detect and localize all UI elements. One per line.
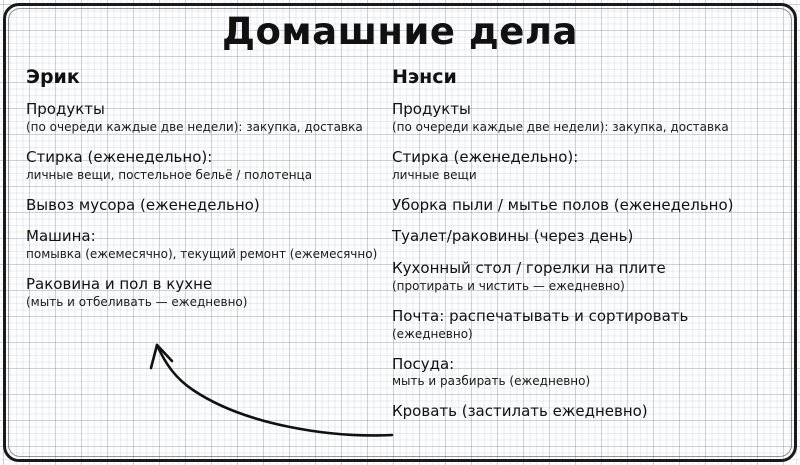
list-item [26, 196, 381, 215]
column-heading-nancy: Нэнси [392, 66, 457, 88]
list-item [26, 148, 381, 183]
column-nancy [392, 66, 782, 434]
task-detail: (по очереди каждые две недели): закупка, доставка [26, 119, 363, 134]
task-title: Раковина и пол в кухне [26, 275, 213, 293]
task-title: Кухонный стол / горелки на плите [392, 259, 666, 277]
list-item [392, 355, 782, 390]
task-title: Стирка (еженедельно): [392, 147, 579, 166]
list-item [26, 227, 381, 262]
task-title: Кровать (застилать ежедневно) [392, 402, 648, 421]
task-title: Туалет/раковины (через день) [392, 227, 634, 246]
task-title: Уборка пыли / мытье полов (еженедельно) [392, 195, 734, 214]
task-detail: мыть и разбирать (ежедневно) [392, 374, 591, 389]
list-item [26, 100, 381, 135]
task-title: Стирка (еженедельно): [26, 147, 213, 166]
page-title: Домашние дела [222, 10, 578, 53]
task-detail: личные вещи, постельное бельё / полотенца [26, 167, 313, 182]
list-item [392, 148, 782, 183]
task-detail: личные вещи [392, 167, 477, 182]
list-item [392, 227, 782, 246]
column-heading-eric: Эрик [26, 66, 80, 88]
list-item [392, 402, 782, 421]
task-detail: помывка (ежемесячно), текущий ремонт (ежемесячно) [26, 247, 378, 261]
task-title: Посуда: [392, 354, 455, 373]
task-detail: (протирать и чистить — ежедневно) [392, 278, 625, 293]
task-detail: (по очереди каждые две недели): закупка, доставка [392, 119, 729, 134]
task-title: Продукты [26, 100, 105, 118]
task-title: Машина: [26, 227, 96, 246]
task-title: Вывоз мусора (еженедельно) [26, 195, 260, 214]
list-item [392, 196, 782, 215]
column-eric [26, 66, 381, 323]
task-detail: (мыть и отбеливать — ежедневно) [26, 294, 248, 309]
task-title: Продукты [392, 100, 471, 118]
list-item [392, 307, 782, 342]
task-detail: (ежедневно) [392, 326, 473, 341]
list-item [392, 100, 782, 135]
list-item [392, 259, 782, 294]
task-title: Почта: распечатывать и сортировать [392, 306, 689, 325]
list-item [26, 275, 381, 310]
